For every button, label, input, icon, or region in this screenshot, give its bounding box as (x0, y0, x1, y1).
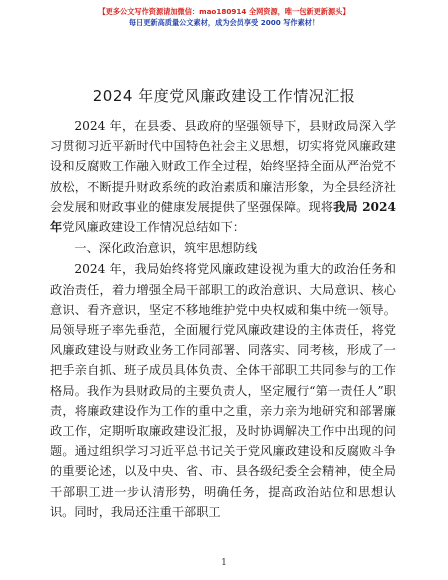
section-heading: 一、深化政治意识，筑牢思想防线 (74, 241, 258, 256)
banner-line-blue: 每日更新高质量公文素材，成为会员享受 2000 写作素材！ (128, 18, 320, 27)
intro-bold-text: 我局 2024 年 (50, 199, 396, 235)
section-paragraph: 2024 年，我局始终将党风廉政建设视为重大的政治任务和政治责任，着力增强全局干部职工的政治意识、大局意识、核心意识、看齐意识，坚定不移地维护党中央权威和集中统一领导。局领导班子率先垂范，全面履行党风廉政建设的主体责任，将党风廉政建设与财政业务工作同部署、同落实、同考核，形成了一把手亲自抓、班子成员具体负责、全体干部职工共同参与的工作格局。我作为县财政局的主要负责人，坚定履行“第一责任人”职责，将廉政建设作为工作的重中之重，亲力亲为地研究和部署廉政工作，定期听取廉政建设汇报，及时协调解决工作中出现的问题。通过组织学习习近平总书记关于党风廉政建设和反腐败斗争的重要论述，以及中央、省、市、县各级纪委全会精神，使全局干部职工进一步认清形势，明确任务，提高政治站位和思想认识。同时，我局还注重干部职工 (50, 262, 396, 519)
banner-line-red: 【更多公文写作资源请加微信：mao180914 全网资源，唯一包新更新源头】 (98, 7, 350, 16)
intro-tail-text: 党风廉政建设工作情况总结如下： (62, 220, 245, 235)
intro-text: 2024 年，在县委、县政府的坚强领导下，县财政局深入学习贯彻习近平新时代中国特色社会主义思想，切实将党风廉政建设和反腐败工作融入财政工作全过程，始终坚持全面从严治党不放松，不断提升财政系统的政治素质和廉洁形象，为全县经济社会发展和财政事业的健康发展提供了坚强保障。现将 (50, 119, 396, 214)
document-body (50, 116, 396, 522)
page-number: 1 (221, 558, 227, 568)
document-title: 2024 年度党风廉政建设工作情况汇报 (92, 87, 356, 105)
watermark-banner (0, 6, 448, 28)
intro-paragraph (50, 116, 396, 237)
